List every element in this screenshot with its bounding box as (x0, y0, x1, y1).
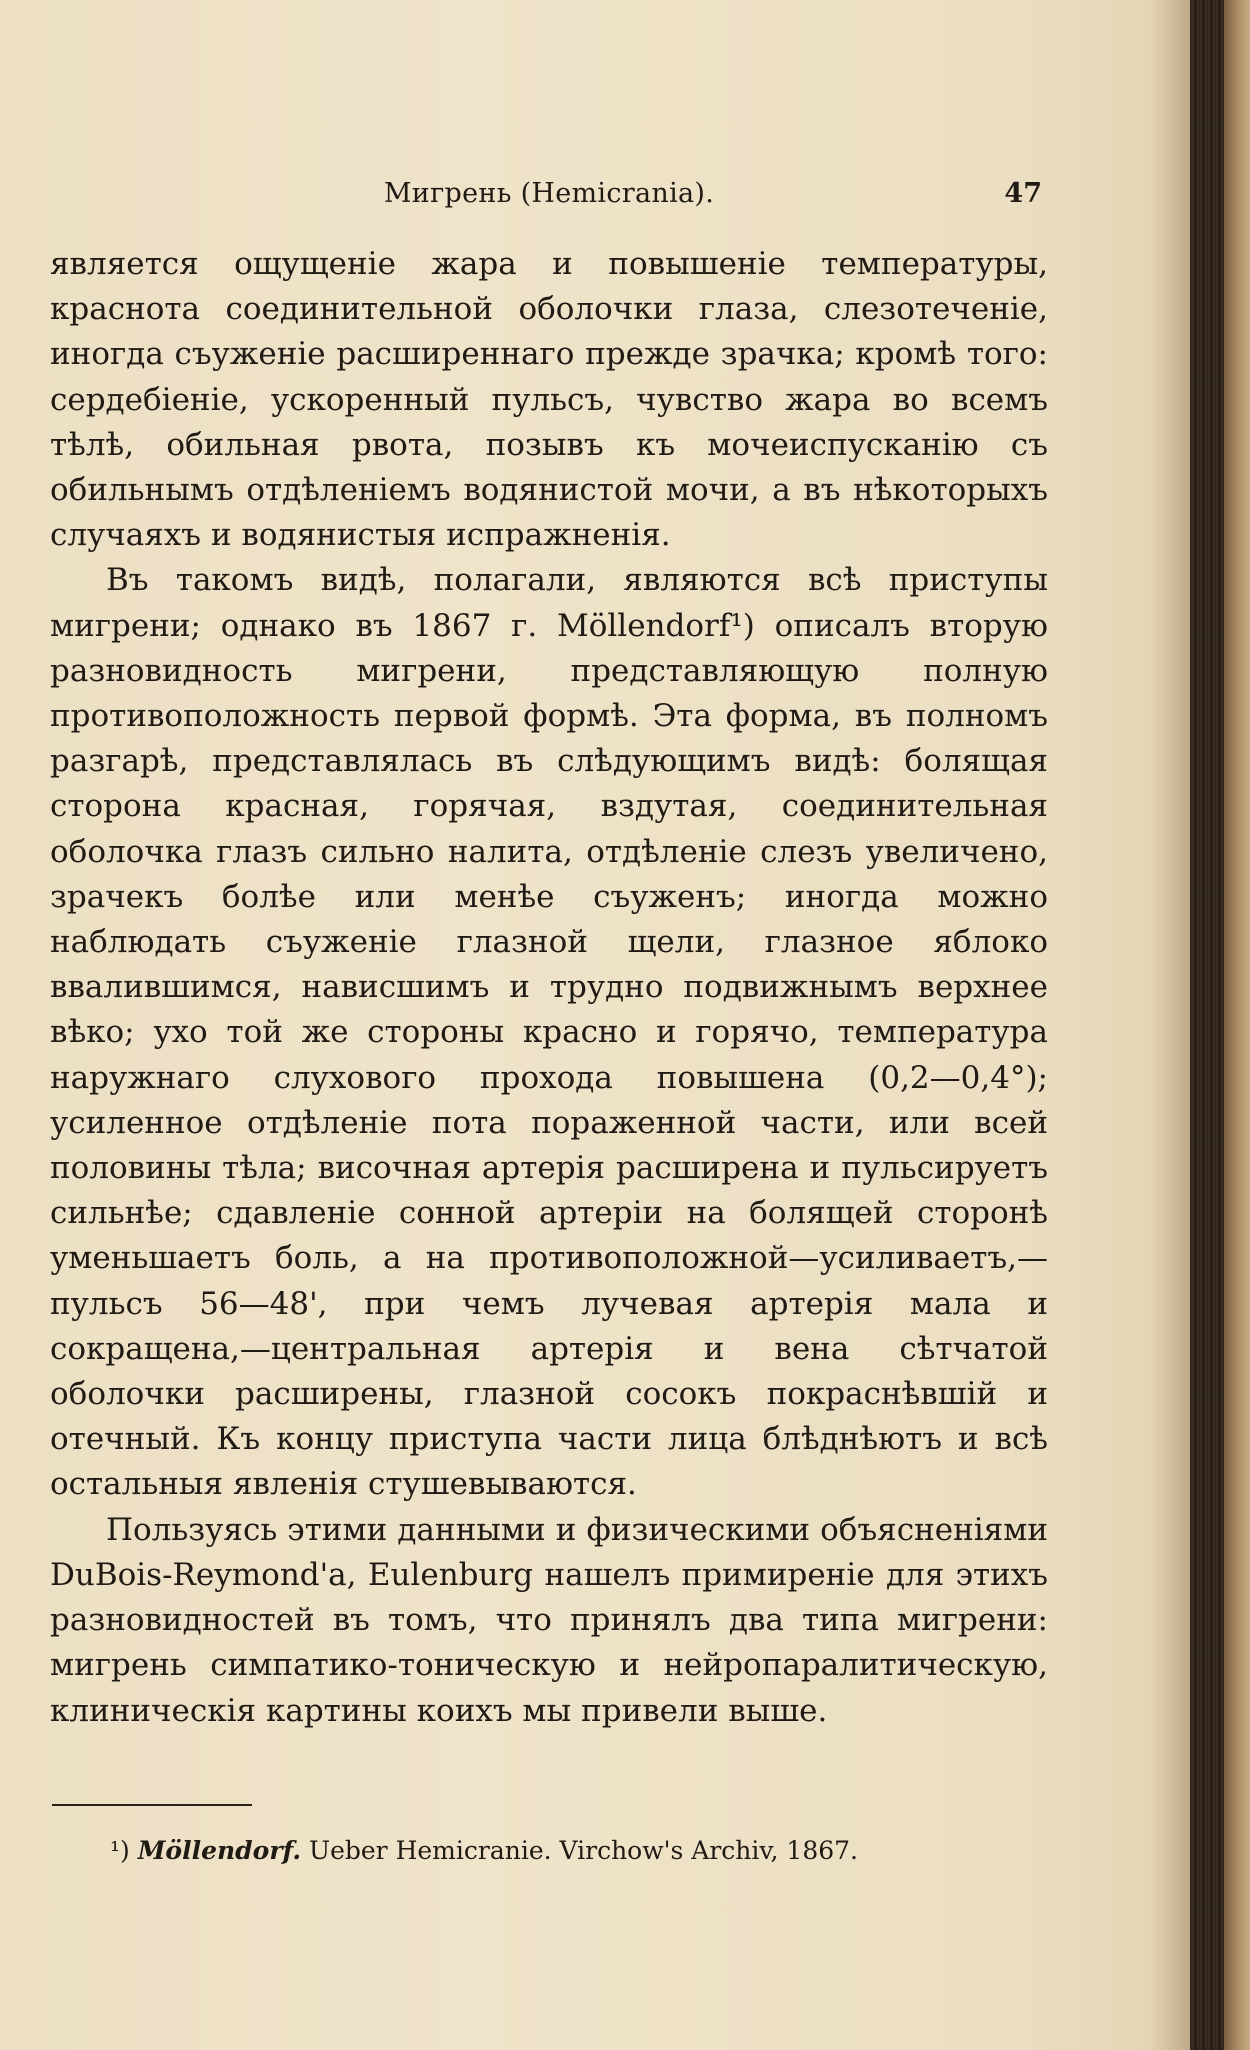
paragraph: является ощущеніе жара и повышеніе температуры, краснота соединительной оболочки глаза, слезотеченіе, иногда съуженіе расширеннаго прежде зрачка; кромѣ того: сердебіеніе, ускоренный пульсъ, чувство жара во всемъ тѣлѣ, обильная рвота, позывъ къ мочеиспусканію съ обильнымъ отдѣленіемъ водянистой мочи, а въ нѣкоторыхъ случаяхъ и водянистыя испражненія. (50, 246, 1048, 554)
page-number: 47 (1004, 178, 1042, 209)
page-edge (1224, 0, 1250, 2050)
running-title: Мигрень (Hemicrania). (383, 178, 715, 209)
body-text (50, 242, 1048, 1734)
running-header (50, 178, 1048, 218)
footnote (110, 1836, 1010, 1865)
footnote-citation: Ueber Hemicranie. Virchow's Archiv, 1867. (309, 1836, 859, 1865)
footnote-author: Möllendorf. (137, 1836, 302, 1865)
page-gutter-shadow (1150, 0, 1190, 2050)
paragraph: Пользуясь этими данными и физическими объясненіями DuBois-Reymond'a, Eulenburg нашелъ примиреніе для этихъ разновидностей въ томъ, что принялъ два типа мигрени: мигрень симпатико-тоническую и нейропаралитическую, клиническія картины коихъ мы привели выше. (50, 1511, 1048, 1729)
footnote-divider (52, 1804, 252, 1806)
paragraph: Въ такомъ видѣ, полагали, являются всѣ приступы мигрени; однако въ 1867 г. Möllendorf¹) описалъ вторую разновидность мигрени, представляющую полную противоположность первой формѣ. Эта форма, въ полномъ разгарѣ, представлялась въ слѣдующимъ видѣ: болящая сторона красная, горячая, вздутая, соединительная оболочка глазъ сильно налита, отдѣленіе слезъ увеличено, зрачекъ болѣе или менѣе съуженъ; иногда можно наблюдать съуженіе глазной щели, глазное яблоко ввалившимся, нависшимъ и трудно подвижнымъ верхнее вѣко; ухо той же стороны красно и горячо, температура наружнаго слухового прохода повышена (0,2—0,4°); усиленное отдѣленіе пота пораженной части, или всей половины тѣла; височная артерія расширена и пульсируетъ сильнѣе; сдавленіе сонной артеріи на болящей сторонѣ уменьшаетъ боль, а на противоположной—усиливаетъ,—пульсъ 56—48', при чемъ лучевая артерія мала и сокращена,—центральная артерія и вена сѣтчатой оболочки расширены, глазной сосокъ покраснѣвшій и отечный. Къ концу приступа части лица блѣднѣютъ и всѣ остальныя явленія стушевываются. (50, 562, 1048, 1503)
footnote-marker: ¹) (110, 1836, 130, 1865)
book-binding (1190, 0, 1224, 2050)
